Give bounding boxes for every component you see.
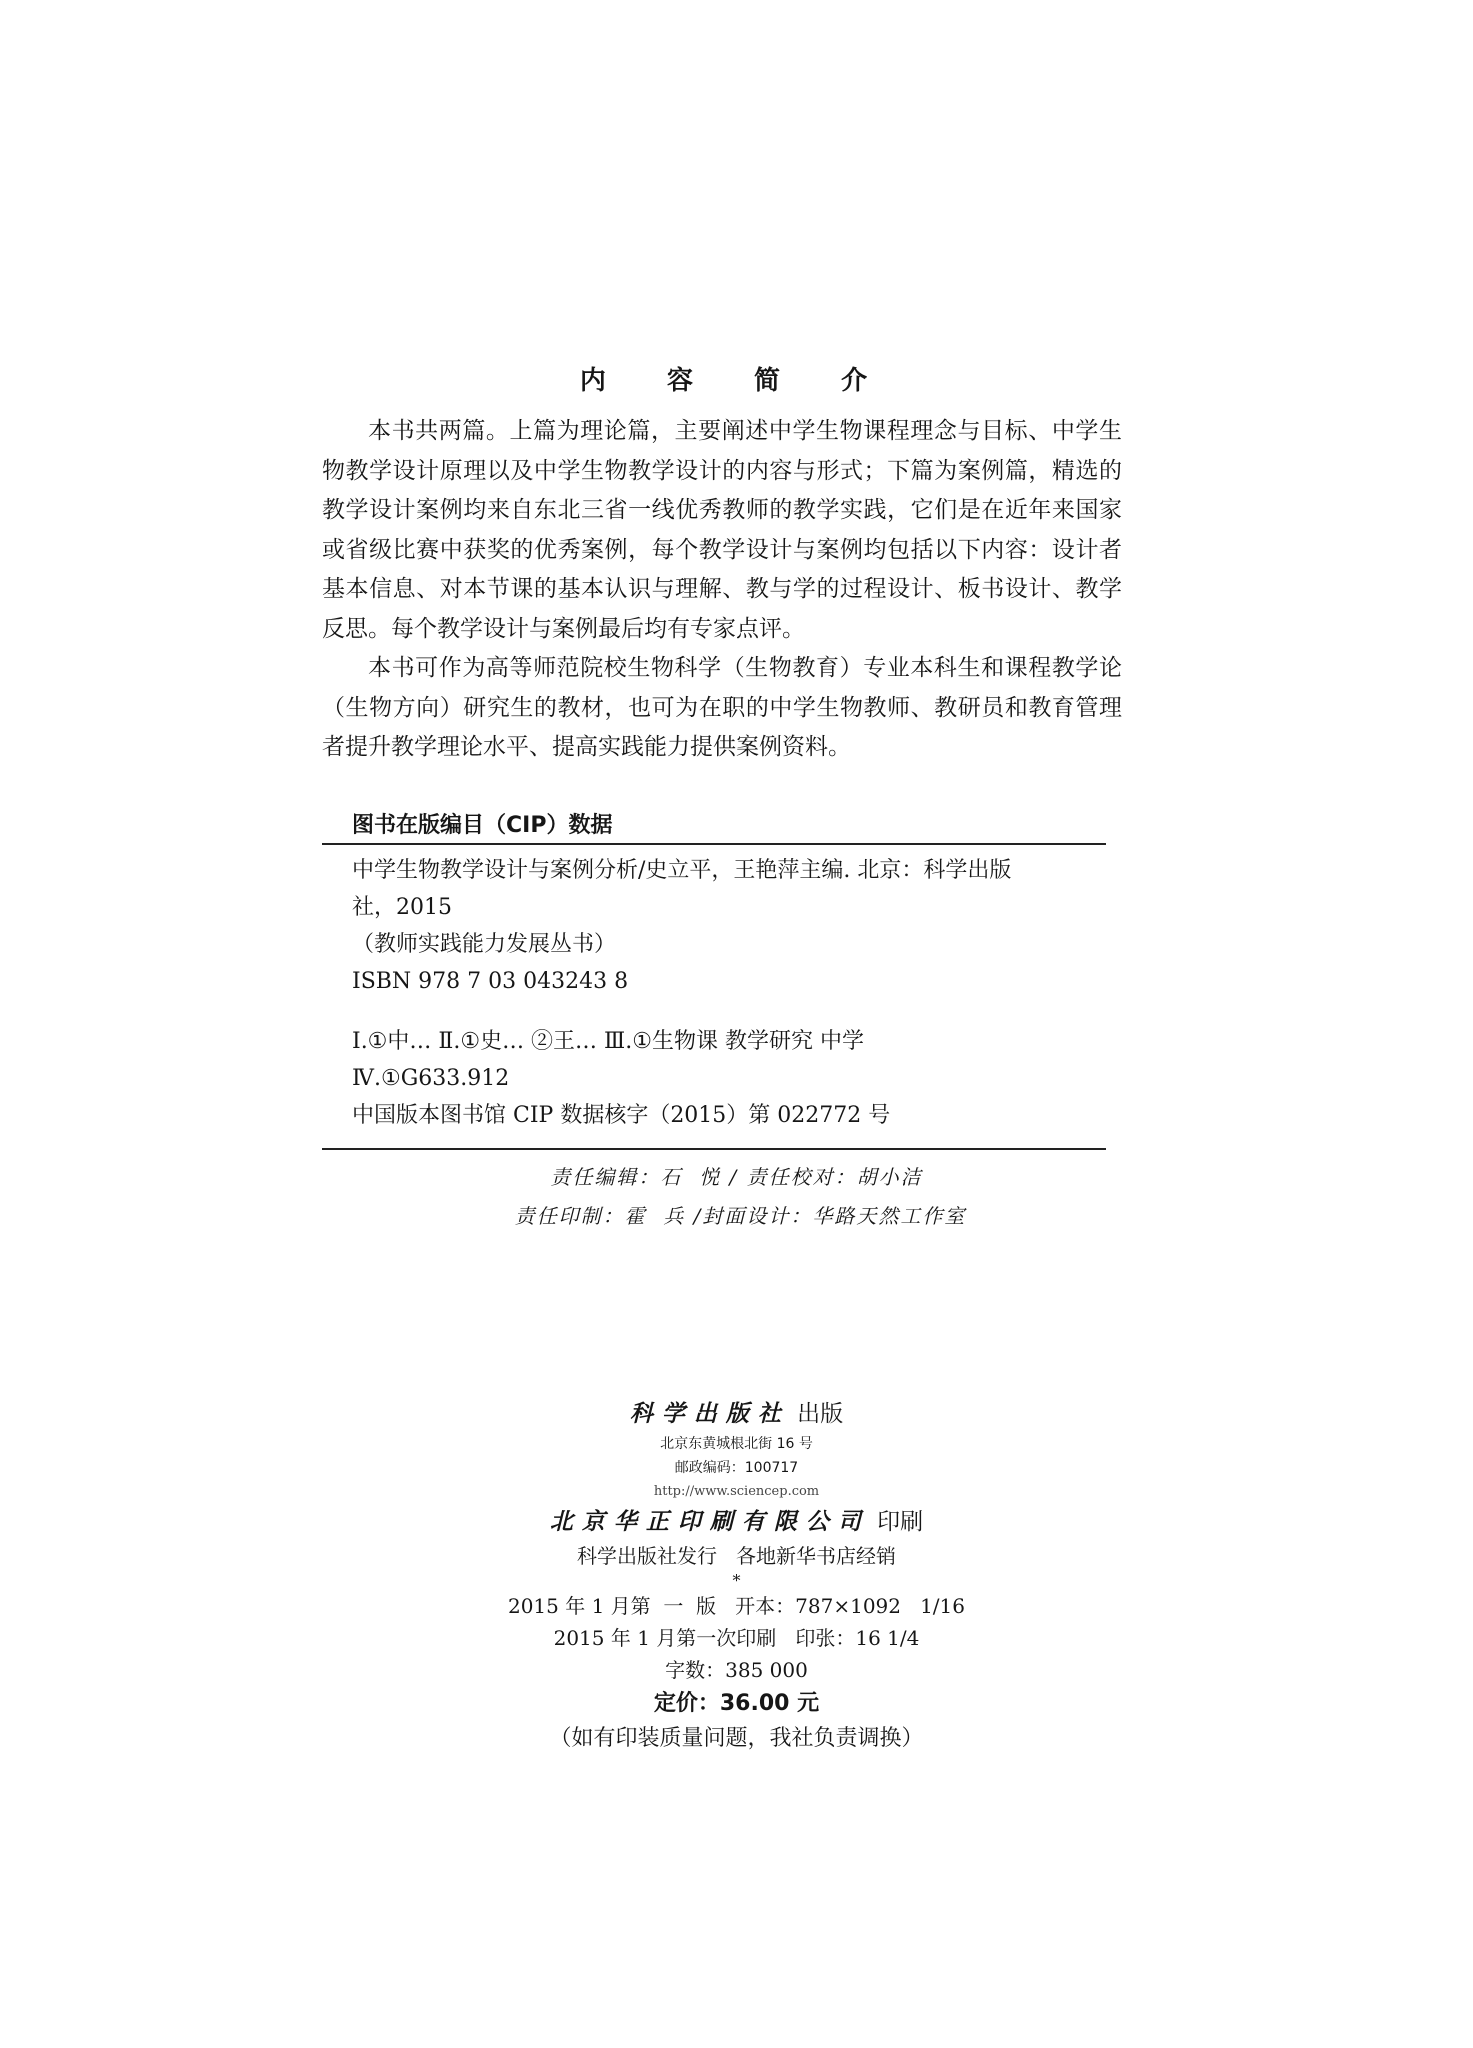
- publisher-postcode: 邮政编码：100717: [674, 1460, 799, 1476]
- credits-line-2: 责任印制：霍 兵 /封面设计：华路天然工作室: [514, 1204, 967, 1228]
- summary-paragraph-2: 本书可作为高等师范院校生物科学（生物教育）专业本科生和课程教学论（生物方向）研究生的教材，也可为在职的中学生物教师、教研员和教育管理者提升教学理论水平、提高实践能力提供案例资料。: [322, 655, 1122, 760]
- credits-line-1: 责任编辑：石 悦 / 责任校对：胡小洁: [550, 1165, 923, 1189]
- quality-note: （如有印装质量问题，我社负责调换）: [549, 1726, 924, 1751]
- publisher-line: [0, 1396, 1473, 1432]
- cip-title-line-1: 中学生物教学设计与案例分析/史立平，王艳萍主编. 北京：科学出版: [352, 858, 1012, 883]
- separator-asterisk: *: [732, 1571, 741, 1590]
- distribution-line: 科学出版社发行 各地新华书店经销: [576, 1544, 897, 1568]
- publisher-address: 北京东黄城根北街 16 号: [660, 1436, 813, 1452]
- summary-body: [322, 412, 1122, 768]
- printer-suffix: 印刷: [869, 1509, 924, 1535]
- cip-bottom-rule: [322, 1148, 1106, 1150]
- cip-top-rule: [322, 843, 1106, 845]
- cip-library-record: 中国版本图书馆 CIP 数据核字（2015）第 022772 号: [352, 1103, 891, 1128]
- printer-name: 北京华正印刷有限公司: [549, 1508, 870, 1535]
- cip-classification: [352, 1023, 1132, 1134]
- edition-line: 2015 年 1 月第 一 版 开本：787×1092 1/16: [507, 1594, 965, 1618]
- summary-paragraph-1: 本书共两篇。上篇为理论篇，主要阐述中学生物课程理念与目标、中学生物教学设计原理以及中学生物教学设计的内容与形式；下篇为案例篇，精选的教学设计案例均来自东北三省一线优秀教师的教学实践，它们是在近年来国家或省级比赛中获奖的优秀案例，每个教学设计与案例均包括以下内容：设计者基本信息、对本节课的基本认识与理解、教与学的过程设计、板书设计、教学反思。每个教学设计与案例最后均有专家点评。: [322, 418, 1122, 642]
- summary-title: 内 容 简 介: [579, 366, 894, 396]
- cip-series: （教师实践能力发展丛书）: [352, 932, 617, 957]
- editorial-credits: [0, 1158, 1473, 1236]
- colophon: [0, 1396, 1473, 1756]
- cip-classification-1: Ⅰ.①中… Ⅱ.①史… ②王… Ⅲ.①生物课 教学研究 中学: [352, 1029, 864, 1054]
- cip-isbn: ISBN 978 7 03 043243 8: [352, 969, 629, 994]
- word-count: 字数：385 000: [665, 1658, 808, 1682]
- cip-classification-2: Ⅳ.①G633.912: [352, 1066, 510, 1091]
- cip-heading: 图书在版编目（CIP）数据: [352, 813, 613, 838]
- price: 定价：36.00 元: [653, 1691, 820, 1716]
- printing-line: 2015 年 1 月第一次印刷 印张：16 1/4: [553, 1626, 920, 1650]
- publisher-name: 科学出版社: [629, 1400, 790, 1427]
- publisher-website: http://www.sciencep.com: [653, 1484, 820, 1499]
- printer-line: [0, 1504, 1473, 1540]
- publisher-suffix: 出版: [789, 1401, 844, 1427]
- cip-record: [352, 852, 1132, 1000]
- cip-title-line-2: 社，2015: [352, 895, 452, 920]
